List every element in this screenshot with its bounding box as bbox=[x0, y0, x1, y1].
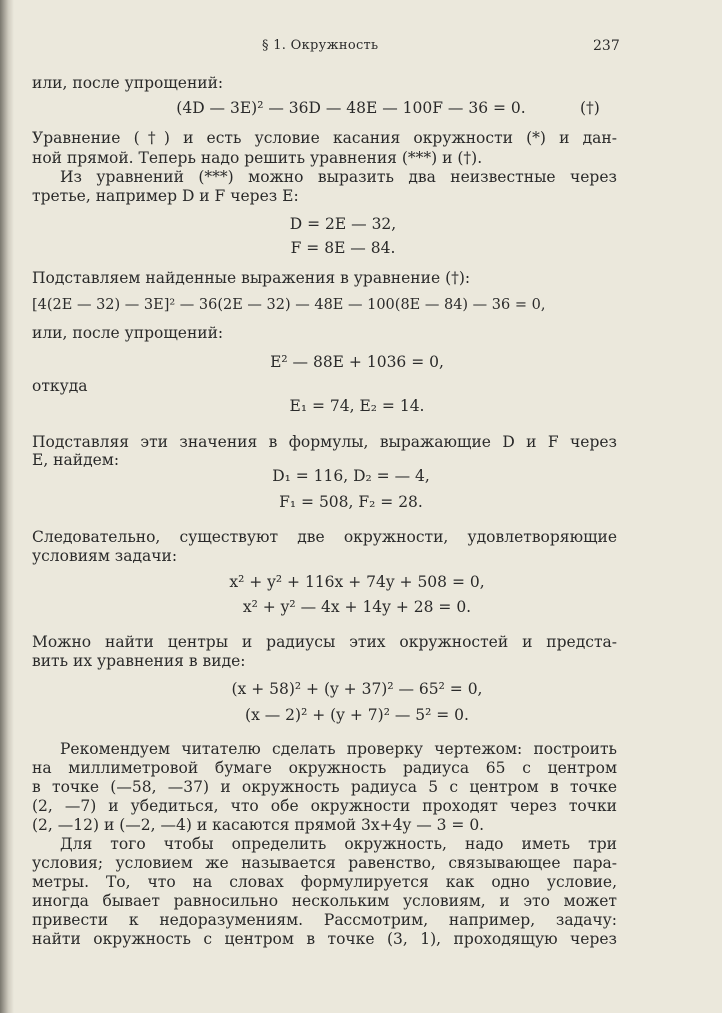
section-title: § 1. Окружность bbox=[262, 38, 379, 53]
equation: D₁ = 116, D₂ = — 4, bbox=[272, 467, 430, 485]
equation: F = 8E — 84. bbox=[290, 239, 396, 257]
text-line: Подставляем найденные выражения в уравнение (†): bbox=[32, 269, 471, 287]
text-line: Рекомендуем читателю сделать проверку чертежом: построить bbox=[60, 740, 617, 758]
equation: E² — 88E + 1036 = 0, bbox=[270, 353, 444, 371]
text-line: условиям задачи: bbox=[32, 547, 178, 565]
text-line: вить их уравнения в виде: bbox=[32, 652, 246, 670]
text-line: ной прямой. Теперь надо решить уравнения (***) и (†). bbox=[32, 149, 483, 167]
equation: (x — 2)² + (y + 7)² — 5² = 0. bbox=[245, 706, 469, 724]
text-line: Подставляя эти значения в формулы, выражающие D и F через bbox=[32, 433, 617, 451]
text-line: иногда бывает равносильно нескольким условиям, и это может bbox=[32, 892, 617, 910]
text-line: E, найдем: bbox=[32, 451, 120, 469]
page-number: 237 bbox=[593, 38, 620, 54]
text-line: Из уравнений (***) можно выразить два неизвестные через bbox=[60, 168, 617, 186]
text-line: или, после упрощений: bbox=[32, 74, 224, 92]
text-line: привести к недоразумениям. Рассмотрим, например, задачу: bbox=[32, 911, 617, 929]
text-line: найти окружность с центром в точке (3, 1), проходящую через bbox=[32, 930, 617, 948]
text-line: (2, —12) и (—2, —4) и касаются прямой 3x+4y — 3 = 0. bbox=[32, 816, 485, 834]
text-line: Для того чтобы определить окружность, надо иметь три bbox=[60, 835, 617, 853]
equation: x² + y² + 116x + 74y + 508 = 0, bbox=[229, 573, 485, 591]
text-line: или, после упрощений: bbox=[32, 324, 224, 342]
text-line: Уравнение (†) и есть условие касания окружности (*) и дан- bbox=[32, 129, 617, 147]
running-header bbox=[0, 38, 722, 58]
equation: F₁ = 508, F₂ = 28. bbox=[279, 493, 423, 511]
text-line: (2, —7) и убедиться, что обе окружности проходят через точки bbox=[32, 797, 617, 815]
text-line: третье, например D и F через E: bbox=[32, 187, 299, 205]
text-line: в точке (—58, —37) и окружность радиуса 5 с центром в точке bbox=[32, 778, 617, 796]
text-line: условия; условием же называется равенство, связывающее пара- bbox=[32, 854, 617, 872]
text-line: на миллиметровой бумаге окружность радиуса 65 с центром bbox=[32, 759, 617, 777]
equation: x² + y² — 4x + 14y + 28 = 0. bbox=[242, 598, 472, 616]
equation: (4D — 3E)² — 36D — 48E — 100F — 36 = 0. bbox=[176, 99, 526, 117]
text-line: откуда bbox=[32, 377, 88, 395]
equation-tag: (†) bbox=[580, 99, 600, 117]
equation: E₁ = 74, E₂ = 14. bbox=[289, 397, 425, 415]
equation: D = 2E — 32, bbox=[289, 215, 397, 233]
equation: [4(2E — 32) — 3E]² — 36(2E — 32) — 48E — 100(8E — 84) — 36 = 0, bbox=[32, 297, 546, 313]
text-line: Следовательно, существуют две окружности, удовлетворяющие bbox=[32, 528, 617, 546]
text-line: Можно найти центры и радиусы этих окружностей и предста- bbox=[32, 633, 617, 651]
equation: (x + 58)² + (y + 37)² — 65² = 0, bbox=[231, 680, 483, 698]
text-line: метры. То, что на словах формулируется как одно условие, bbox=[32, 873, 617, 891]
